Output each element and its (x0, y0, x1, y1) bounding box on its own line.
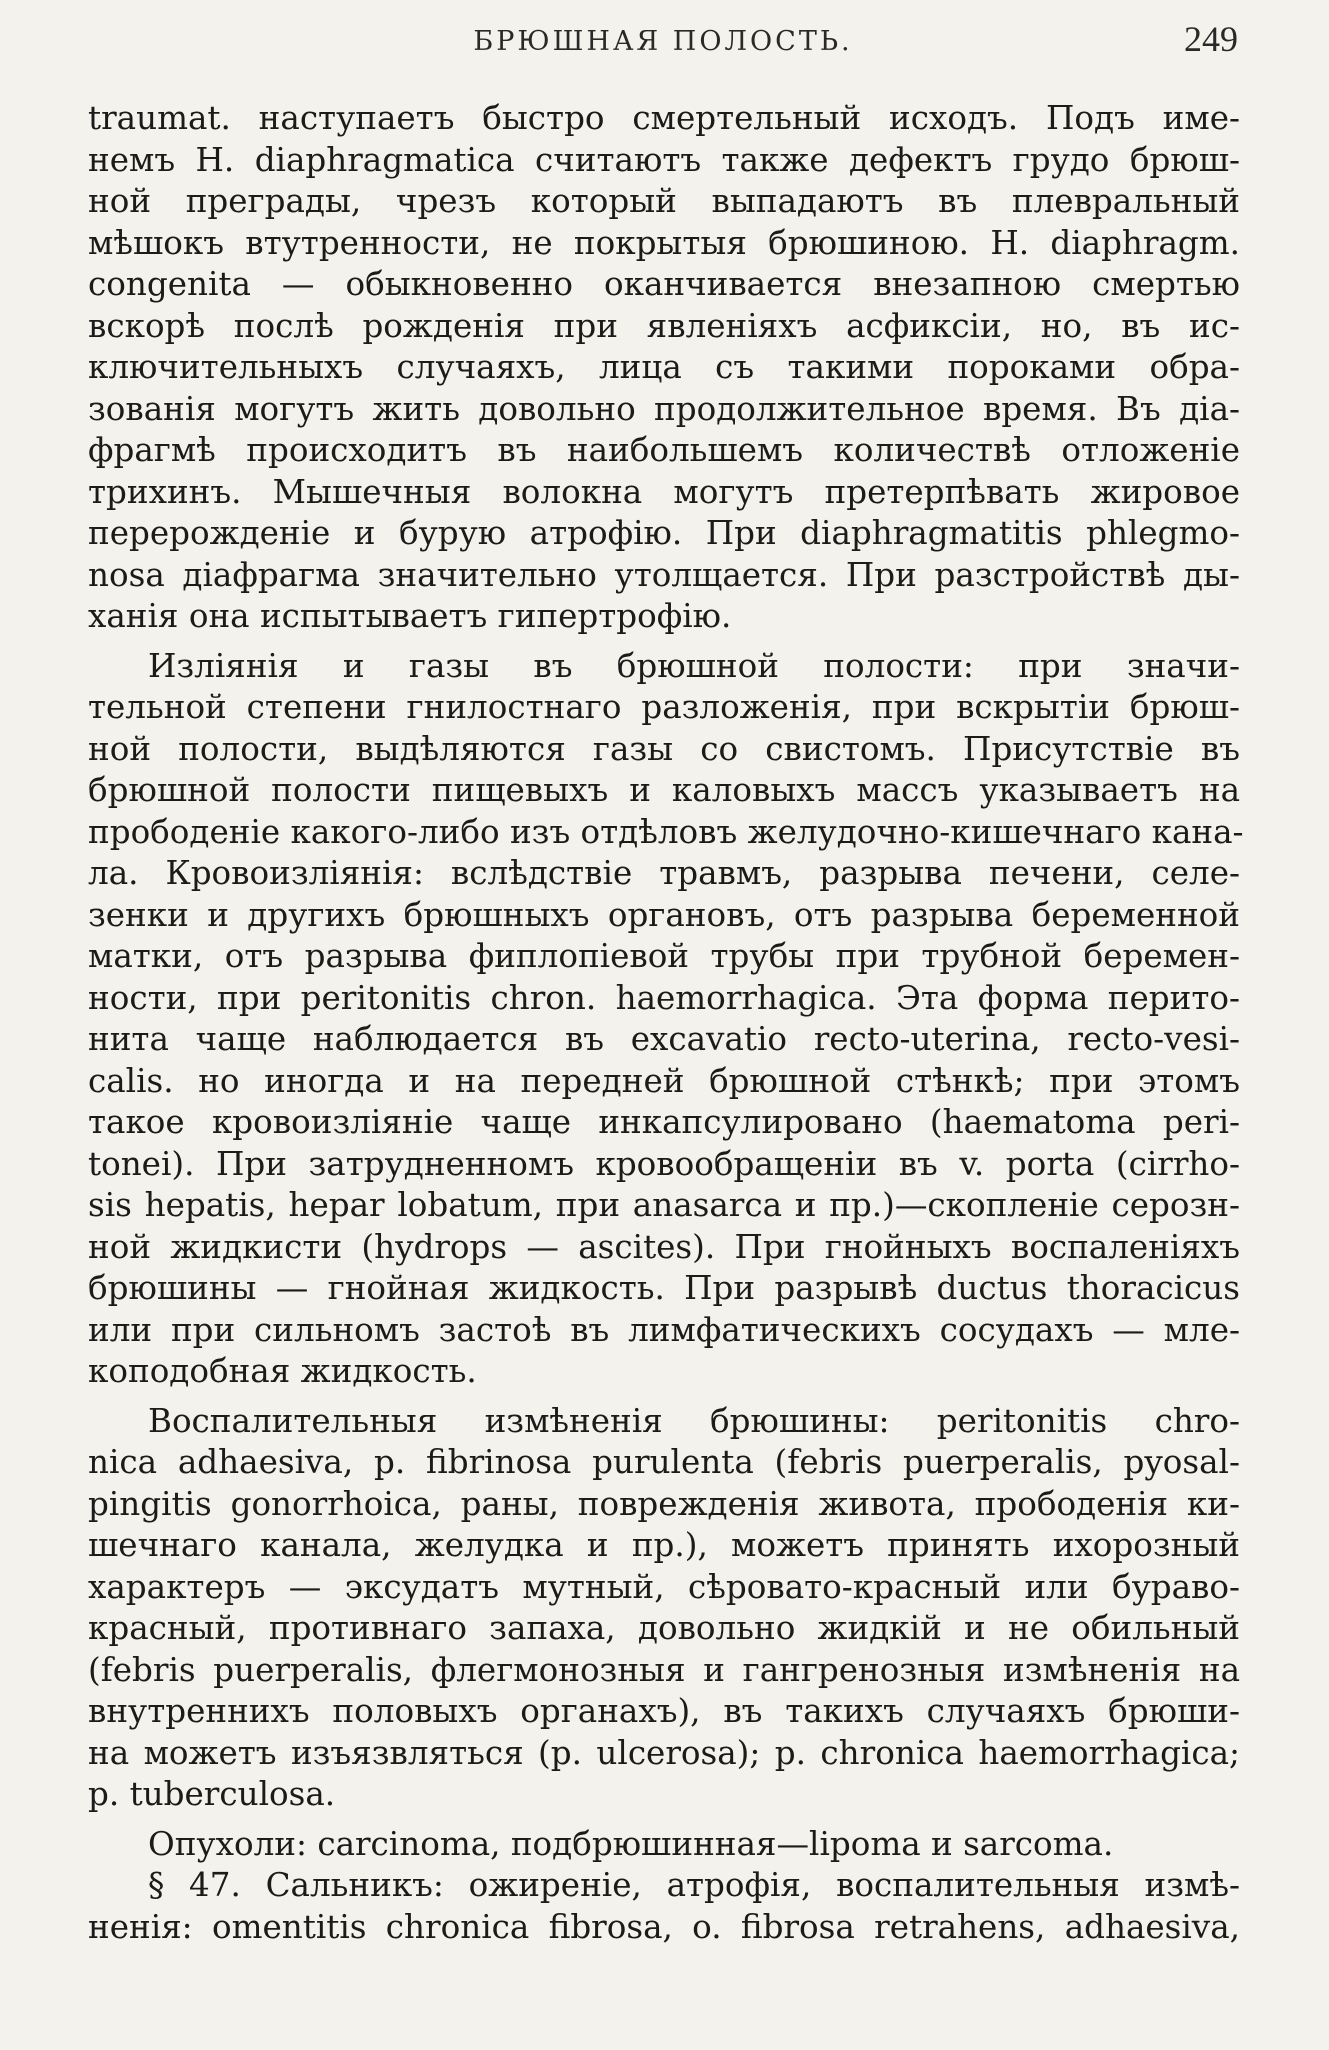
text-line: мѣшокъ втутренности, не покрытыя брюшиною. H. diaphragm. (88, 223, 1240, 262)
paragraph-omentum (88, 1865, 1240, 1948)
paragraph-gap (88, 1393, 1240, 1401)
text-line: ненія: omentitis chronica fibrosa, o. fibrosa retrahens, adhaesiva, (88, 1907, 1240, 1946)
text-line: шечнаго канала, желудка и пр.), можетъ принять ихорозный (88, 1526, 1240, 1564)
text-line: на можетъ изъязвляться (p. ulcerosa); p. chronica haemorrhagica; (88, 1733, 1240, 1772)
text-line: Воспалительныя измѣненія брюшины: peritonitis chro- (148, 1401, 1240, 1440)
paragraph-inflammation (88, 1401, 1240, 1816)
text-line: ханія она испытываетъ гипертрофію. (88, 597, 732, 635)
text-line: ной полости, выдѣляются газы со свистомъ. Присутствіе въ (88, 729, 1240, 768)
text-line: внутреннихъ половыхъ органахъ), въ такихъ случаяхъ брюши- (88, 1692, 1240, 1730)
text-line: p. tuberculosa. (88, 1775, 336, 1813)
text-line: такое кровоизліяніе чаще инкапсулировано (haematoma peri- (88, 1103, 1240, 1141)
paragraph-gap (88, 1816, 1240, 1824)
page-header (88, 18, 1238, 78)
text-line: § 47. Сальникъ: ожиреніе, атрофія, воспалительныя измѣ- (148, 1866, 1240, 1904)
text-line: немъ H. diaphragmatica считаютъ также дефектъ грудо брюш- (88, 140, 1240, 179)
text-line: перерожденіе и бурую атрофію. При diaphragmatitis phlegmo- (88, 514, 1240, 552)
text-line: вскорѣ послѣ рожденія при явленіяхъ асфиксіи, но, въ ис- (88, 306, 1240, 345)
text-line: брюшной полости пищевыхъ и каловыхъ массъ указываетъ на (88, 771, 1240, 809)
text-line: прободеніе какого-либо изъ отдѣловъ желудочно-кишечнаго кана- (88, 812, 1244, 851)
text-line: брюшины — гнойная жидкость. При разрывѣ ductus thoracicus (88, 1269, 1240, 1307)
text-line: нита чаще наблюдается въ excavatio recto-uterina, recto-vesi- (88, 1020, 1240, 1058)
text-line: traumat. наступаетъ быстро смертельный исходъ. Подъ име- (88, 99, 1240, 137)
text-line: pingitis gonorrhoica, раны, поврежденія живота, прободенія ки- (88, 1484, 1240, 1523)
text-line: ла. Кровоизліянія: вслѣдствіе травмъ, разрыва печени, селе- (88, 854, 1240, 892)
text-line: calis. но иногда и на передней брюшной стѣнкѣ; при этомъ (88, 1061, 1240, 1100)
text-line: коподобная жидкость. (88, 1352, 477, 1390)
text-line: ности, при peritonitis chron. haemorrhagica. Эта форма перито- (88, 978, 1240, 1017)
text-line: nica adhaesiva, p. fibrinosa purulenta (febris puerperalis, pyosal- (88, 1443, 1240, 1481)
text-line: красный, противнаго запаха, довольно жидкій и не обильный (88, 1609, 1240, 1647)
text-line: ключительныхъ случаяхъ, лица съ такими пороками обра- (88, 348, 1240, 386)
text-line: характеръ — эксудатъ мутный, сѣровато-красный или бураво- (88, 1567, 1240, 1606)
text-line: nosa діафрагма значительно утолщается. При разстройствѣ ды- (88, 555, 1240, 594)
text-line: Опухоли: carcinoma, подбрюшинная—lipoma и sarcoma. (148, 1824, 1114, 1863)
text-line: тельной степени гнилостнаго разложенія, при вскрытіи брюш- (88, 688, 1240, 726)
text-line: Изліянія и газы въ брюшной полости: при значи- (148, 646, 1240, 685)
body-text (88, 98, 1244, 1948)
text-line: congenita — обыкновенно оканчивается внезапною смертью (88, 265, 1240, 303)
text-line: ной жидкисти (hydrops — ascites). При гнойныхъ воспаленіяхъ (88, 1227, 1240, 1266)
text-line: фрагмѣ происходитъ въ наибольшемъ количествѣ отложеніе (88, 431, 1240, 469)
text-line: (febris puerperalis, флегмонозныя и гангренозныя измѣненія на (88, 1650, 1240, 1689)
paragraph-gap (88, 638, 1240, 646)
paragraph-diaphragm (88, 98, 1240, 638)
text-line: или при сильномъ застоѣ въ лимфатическихъ сосудахъ — мле- (88, 1310, 1240, 1349)
text-line: трихинъ. Мышечныя волокна могутъ претерпѣвать жировое (88, 472, 1240, 511)
text-line: зованія могутъ жить довольно продолжительное время. Въ діа- (88, 389, 1240, 428)
text-line: tonei). При затрудненномъ кровообращеніи въ v. porta (cirrho- (88, 1144, 1240, 1183)
page-number: 249 (1184, 19, 1238, 59)
text-line: sis hepatis, hepar lobatum, при anasarca и пр.)—скопленіе серозн- (88, 1186, 1240, 1224)
paragraph-tumors (88, 1824, 1240, 1866)
text-line: зенки и другихъ брюшныхъ органовъ, отъ разрыва беременной (88, 895, 1240, 934)
text-line: ной преграды, чрезъ который выпадаютъ въ плевральный (88, 182, 1240, 220)
paragraph-effusions (88, 646, 1244, 1393)
text-line: матки, отъ разрыва фиплопіевой трубы при трубной беремен- (88, 937, 1240, 975)
running-head: БРЮШНАЯ ПОЛОСТЬ. (473, 26, 853, 57)
